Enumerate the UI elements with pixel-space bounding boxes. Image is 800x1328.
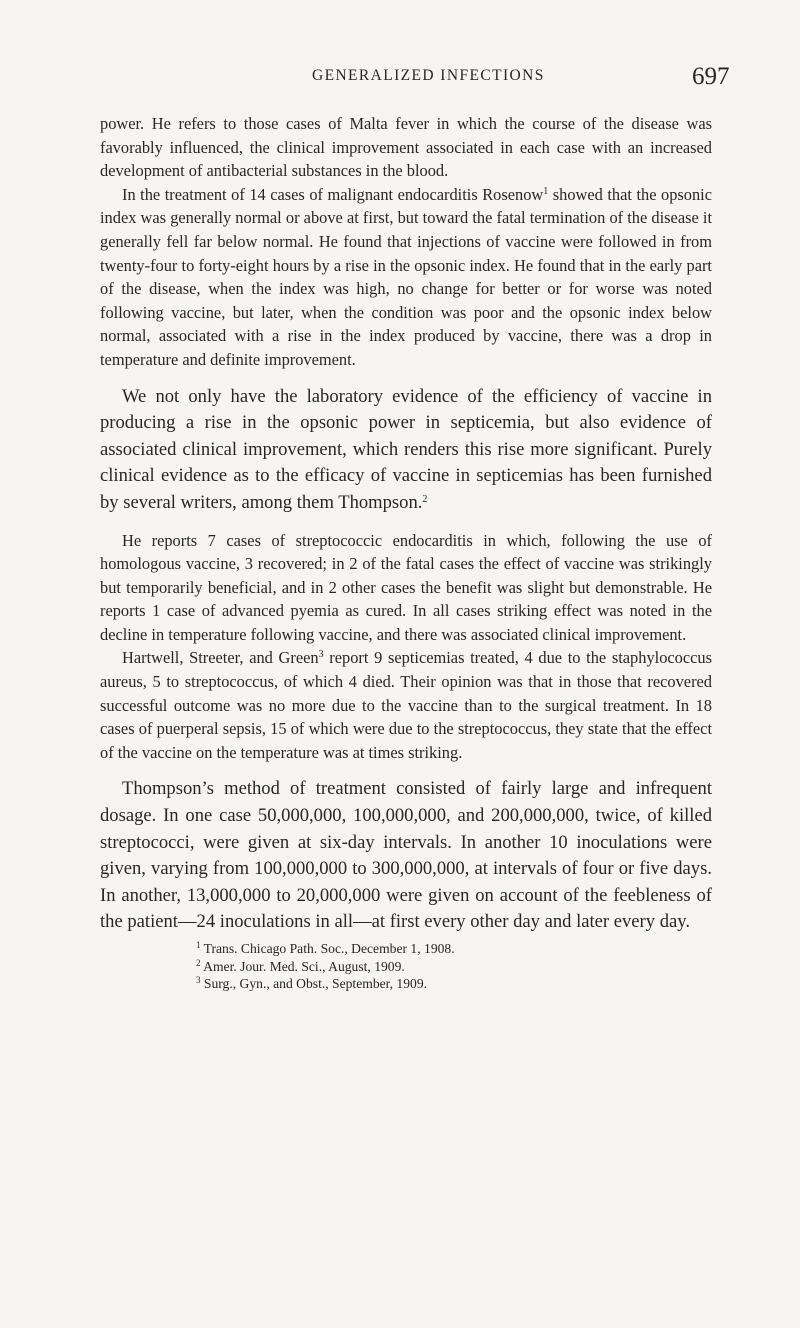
- footnote: [196, 958, 712, 976]
- footnote-mark: 1: [196, 940, 201, 950]
- page-number: 697: [692, 63, 730, 90]
- paragraph-text: showed that the opsonic index was generally normal or above at first, but toward the fatal termination of the disease it generally fell far below normal. He found that injections of vaccine were followed in from twenty-four to forty-eight hours by a rise in the opsonic index. He found that in the early part of the disease, when the index was high, no change for better or for worse was noted following vaccine, but later, when the condition was poor and the opsonic index below normal, associated with a rise in the index produced by vaccine, there was a drop in temperature and definite improvement.: [100, 184, 712, 369]
- footnote-mark: 3: [196, 975, 201, 985]
- paragraph-hartwell: [100, 646, 712, 764]
- running-title: GENERALIZED INFECTIONS: [312, 67, 545, 84]
- paragraph-streptococcic-endocarditis: He reports 7 cases of streptococcic endocarditis in which, following the use of homologous vaccine, 3 recovered; in 2 of the fatal cases the effect of vaccine was strikingly but temporarily beneficial, and in 2 other cases the benefit was slight but demonstrable. He reports 1 case of advanced pyemia as cured. In all cases striking effect was noted in the decline in temperature following vaccine, and there was associated clinical improvement.: [100, 530, 712, 644]
- footnote-text: Trans. Chicago Path. Soc., December 1, 1908.: [203, 941, 455, 956]
- footnote-text: Surg., Gyn., and Obst., September, 1909.: [203, 976, 428, 991]
- paragraph-malta-fever: power. He refers to those cases of Malta fever in which the course of the disease was favorably influenced, the clinical improvement associated in each case with an increased development of antibacterial substances in the blood.: [100, 114, 712, 181]
- footnotes: [100, 940, 712, 993]
- paragraph-text: We not only have the laboratory evidence of the efficiency of vaccine in producing a rise in the opsonic power in septicemia, but also evidence of associated clinical improvement, which renders this rise more significant. Purely clinical evidence as to the efficacy of vaccine in septicemias has been furnished by several writers, among them Thompson.: [100, 385, 712, 513]
- footnote: [196, 975, 712, 993]
- body-text: [100, 112, 712, 993]
- paragraph-text: In the treatment of 14 cases of malignant endocarditis Rosenow: [122, 184, 544, 204]
- paragraph-text: Hartwell, Streeter, and Green: [122, 648, 319, 668]
- running-head: [0, 63, 800, 103]
- footnote-ref: 1: [543, 185, 549, 197]
- footnote-ref: 3: [318, 649, 324, 661]
- paragraph-rosenow: [100, 183, 712, 372]
- footnote-ref: 2: [422, 493, 428, 505]
- paragraph-laboratory-evidence: [100, 384, 712, 517]
- footnote-mark: 2: [196, 957, 201, 968]
- footnote-text: Amer. Jour. Med. Sci., August, 1909.: [203, 958, 405, 974]
- paragraph-thompson-method: Thompson’s method of treatment consisted of fairly large and infrequent dosage. In one case 50,000,000, 100,000,000, and 200,000,000, twice, of killed streptococci, were given at six-day intervals. In another 10 inoculations were given, varying from 100,000,000 to 300,000,000, at intervals of four or five days. In another, 13,000,000 to 20,000,000 were given on account of the feebleness of the patient—24 inoculations in all—at first every other day and later every day.: [100, 778, 712, 933]
- footnote: [196, 940, 712, 958]
- paragraph-text: report 9 septicemias treated, 4 due to the staphylococcus aureus, 5 to streptococcus, of which 4 died. Their opinion was that in those that recovered successful outcome was no more due to the vaccine than to the surgical treatment. In 18 cases of puerperal sepsis, 15 of which were due to the streptococcus, they state that the effect of the vaccine on the temperature was at times striking.: [100, 648, 712, 762]
